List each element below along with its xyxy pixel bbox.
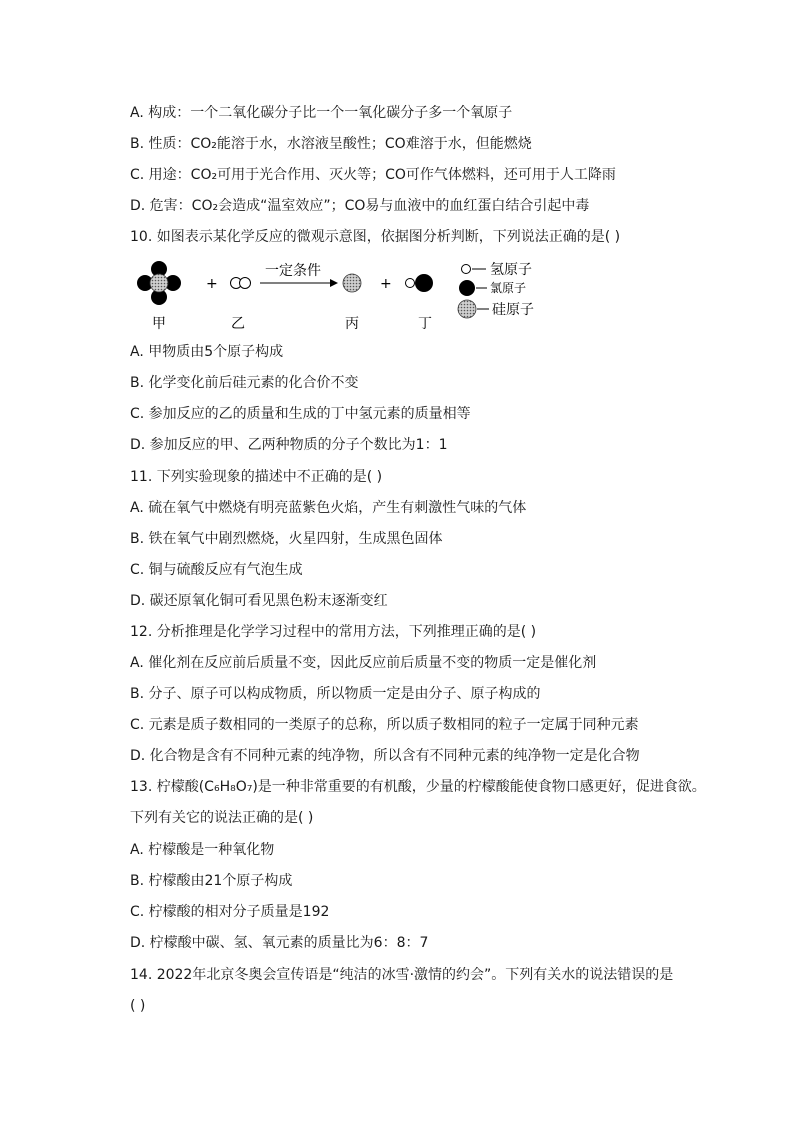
q11-stem: 11. 下列实验现象的描述中不正确的是( ) [130, 469, 383, 485]
legend-h-label: 氢原子 [490, 262, 532, 278]
q10-option-d: D. 参加反应的甲、乙两种物质的分子个数比为1：1 [130, 437, 448, 453]
q9-option-a: A. 构成：一个二氧化碳分子比一个一氧化碳分子多一个氧原子 [130, 105, 513, 121]
label-bing: 丙 [345, 316, 359, 332]
q13-stem-line2: 下列有关它的说法正确的是( ) [130, 810, 314, 826]
molecule-ding [406, 274, 434, 292]
q13-stem-line1: 13. 柠檬酸(C₆H₈O₇)是一种非常重要的有机酸，少量的柠檬酸能使食物口感更好，促进食欲。 [130, 779, 706, 795]
plus-sign-1: + [206, 276, 218, 292]
q13-option-c: C. 柠檬酸的相对分子质量是192 [130, 904, 330, 920]
q9-option-d: D. 危害：CO₂会造成“温室效应”；CO易与血液中的血红蛋白结合引起中毒 [130, 198, 590, 214]
label-ding: 丁 [418, 316, 432, 332]
legend-cl-label: 氯原子 [490, 281, 527, 295]
label-jia: 甲 [152, 316, 166, 332]
q10-option-c: C. 参加反应的乙的质量和生成的丁中氢元素的质量相等 [130, 406, 471, 422]
q13-option-a: A. 柠檬酸是一种氧化物 [130, 842, 275, 858]
q12-option-c: C. 元素是质子数相同的一类原子的总称，所以质子数相同的粒子一定属于同种元素 [130, 717, 639, 733]
label-yi: 乙 [231, 316, 245, 332]
q12-stem: 12. 分析推理是化学学习过程中的常用方法，下列推理正确的是( ) [130, 624, 537, 640]
q12-option-a: A. 催化剂在反应前后质量不变，因此反应前后质量不变的物质一定是催化剂 [130, 655, 597, 671]
q14-stem-line2: ( ) [130, 998, 146, 1014]
molecule-yi [231, 278, 251, 289]
molecule-jia [137, 261, 181, 305]
q11-option-a: A. 硫在氧气中燃烧有明亮蓝紫色火焰，产生有刺激性气味的气体 [130, 500, 527, 516]
q11-option-b: B. 铁在氧气中剧烈燃烧，火星四射，生成黑色固体 [130, 531, 443, 547]
reaction-condition: 一定条件 [265, 263, 321, 279]
q10-option-a: A. 甲物质由5个原子构成 [130, 344, 284, 360]
reaction-arrow [260, 279, 338, 287]
legend-cl-marker [459, 280, 475, 296]
q9-option-b: B. 性质：CO₂能溶于水，水溶液呈酸性；CO难溶于水，但能燃烧 [130, 136, 532, 152]
q13-option-b: B. 柠檬酸由21个原子构成 [130, 873, 293, 889]
q11-option-d: D. 碳还原氧化铜可看见黑色粉末逐渐变红 [130, 593, 388, 609]
q11-option-c: C. 铜与硫酸反应有气泡生成 [130, 562, 303, 578]
reaction-diagram [130, 258, 690, 336]
legend-si-marker [458, 300, 476, 318]
q12-option-b: B. 分子、原子可以构成物质，所以物质一定是由分子、原子构成的 [130, 686, 541, 702]
legend-h-marker [462, 265, 471, 274]
molecule-bing [343, 274, 361, 292]
q10-stem: 10. 如图表示某化学反应的微观示意图，依据图分析判断，下列说法正确的是( ) [130, 229, 621, 245]
q9-option-c: C. 用途：CO₂可用于光合作用、灭火等；CO可作气体燃料，还可用于人工降雨 [130, 167, 616, 183]
q10-option-b: B. 化学变化前后硅元素的化合价不变 [130, 375, 359, 391]
q14-stem-line1: 14. 2022年北京冬奥会宣传语是“纯洁的冰雪·激情的约会”。下列有关水的说法错误的是 [130, 967, 674, 983]
plus-sign-2: + [380, 276, 392, 292]
q13-option-d: D. 柠檬酸中碳、氢、氧元素的质量比为6：8：7 [130, 935, 429, 951]
legend [458, 262, 534, 318]
legend-si-label: 硅原子 [492, 302, 534, 318]
q12-option-d: D. 化合物是含有不同种元素的纯净物，所以含有不同种元素的纯净物一定是化合物 [130, 748, 640, 764]
